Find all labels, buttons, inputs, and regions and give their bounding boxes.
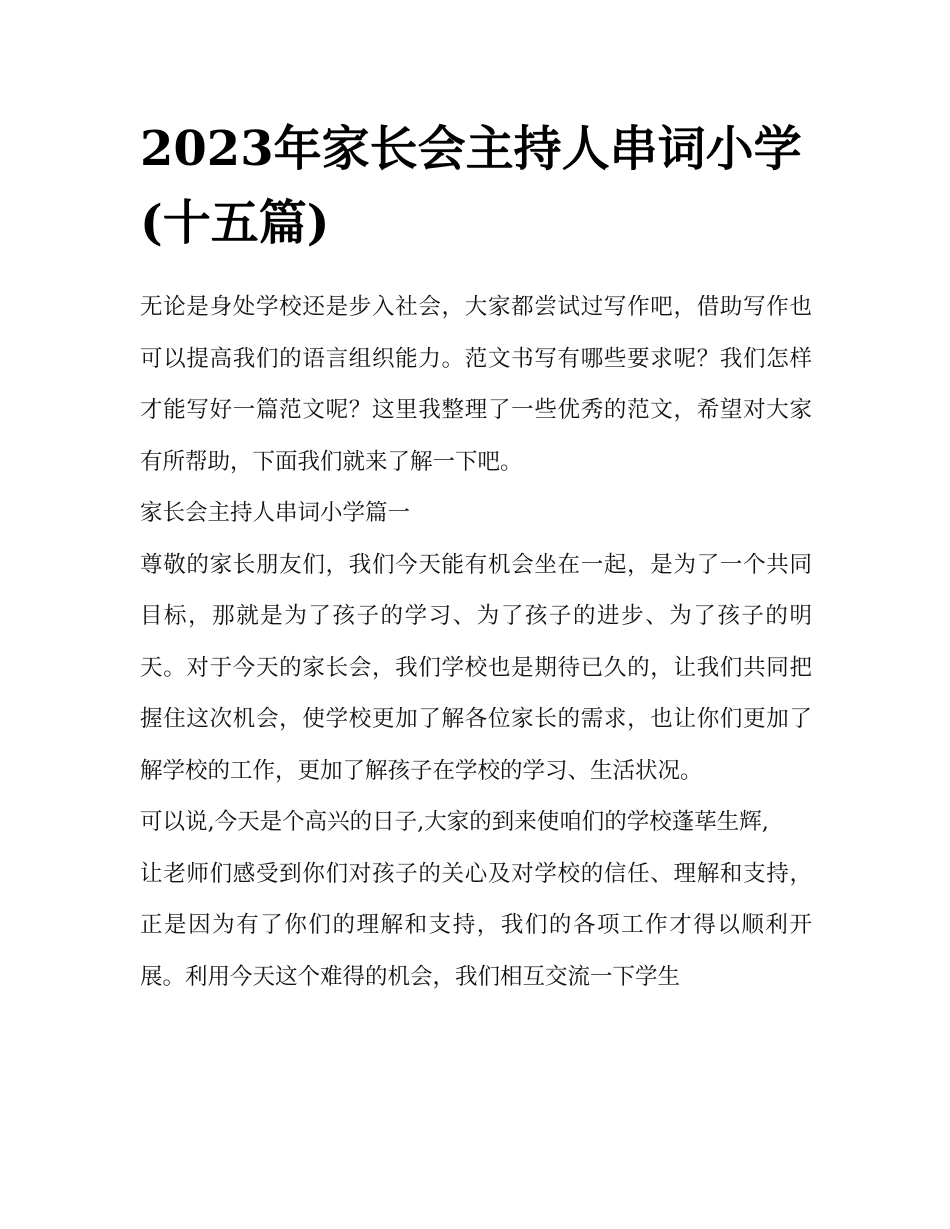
body-paragraph: 让老师们感受到你们对孩子的关心及对学校的信任、理解和支持，正是因为有了你们的理解和支持，我们的各项工作才得以顺利开展。利用今天这个难得的机会，我们相互交流一下学生 xyxy=(140,860,812,990)
intro-paragraph: 无论是身处学校还是步入社会，大家都尝试过写作吧，借助写作也可以提高我们的语言组织能力。范文书写有哪些要求呢？我们怎样才能写好一篇范文呢？这里我整理了一些优秀的范文，希望对大家有所帮助，下面我们就来了解一下吧。 xyxy=(140,294,812,475)
body-paragraph: 尊敬的家长朋友们，我们今天能有机会坐在一起，是为了一个共同目标，那就是为了孩子的学习、为了孩子的进步、为了孩子的明天。对于今天的家长会，我们学校也是期待已久的，让我们共同把握住这次机会，使学校更加了解各位家长的需求，也让你们更加了解学校的工作，更加了解孩子在学校的学习、生活状况。 xyxy=(140,551,812,784)
section-heading: 家长会主持人串词小学篇一 xyxy=(140,500,411,526)
document-content xyxy=(140,112,812,1003)
document-title: 2023年家长会主持人串词小学(十五篇) xyxy=(140,121,802,251)
document-body xyxy=(140,282,812,1003)
body-paragraph: 可以说,今天是个高兴的日子,大家的到来使咱们的学校蓬荜生辉, xyxy=(140,809,769,835)
